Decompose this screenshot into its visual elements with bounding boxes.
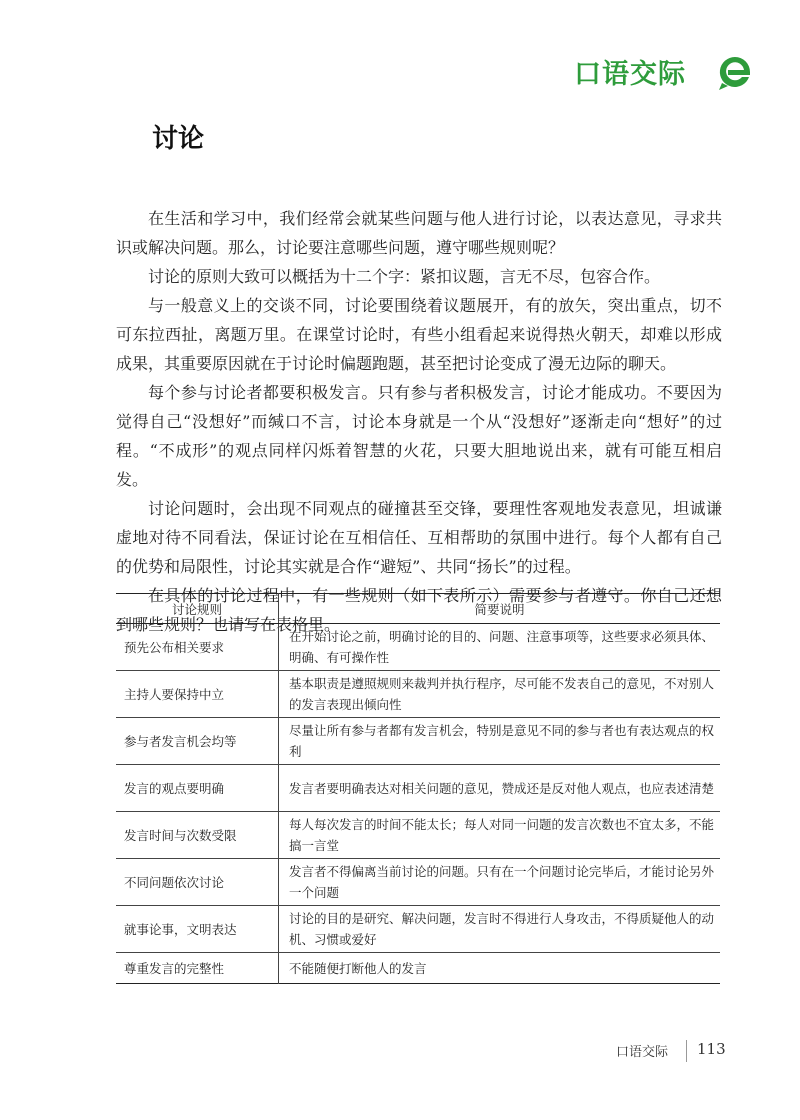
table-row (116, 859, 720, 906)
speech-bubble-e-icon (716, 53, 754, 91)
body-text (116, 204, 722, 639)
paragraph: 讨论问题时，会出现不同观点的碰撞甚至交锋，要理性客观地发表意见，坦诚谦虚地对待不同看法，保证讨论在互相信任、互相帮助的氛围中进行。每个人都有自己的优势和局限性，讨论其实就是合作“避短”、共同“扬长”的过程。 (116, 499, 722, 576)
page-number: 113 (697, 1040, 726, 1058)
description-cell: 基本职责是遵照规则来裁判并执行程序，尽可能不发表自己的意见，不对别人的发言表现出倾向性 (279, 671, 721, 718)
paragraph: 讨论的原则大致可以概括为十二个字：紧扣议题，言无不尽，包容合作。 (148, 267, 661, 286)
footer-divider (686, 1040, 687, 1062)
rule-cell: 就事论事，文明表达 (116, 906, 279, 953)
description-cell: 发言者不得偏离当前讨论的问题。只有在一个问题讨论完毕后，才能讨论另外一个问题 (279, 859, 721, 906)
paragraph: 每个参与讨论者都要积极发言。只有参与者积极发言，讨论才能成功。不要因为觉得自己“没想好”而缄口不言，讨论本身就是一个从“没想好”逐渐走向“想好”的过程。“不成形”的观点同样闪烁着智慧的火花，只要大胆地说出来，就有可能互相启发。 (116, 383, 722, 489)
description-cell: 讨论的目的是研究、解决问题，发言时不得进行人身攻击，不得质疑他人的动机、习惯或爱好 (279, 906, 721, 953)
page-title: 讨论 (152, 124, 205, 154)
table-header-rule: 讨论规则 (116, 594, 279, 624)
paragraph: 在生活和学习中，我们经常会就某些问题与他人进行讨论，以表达意见，寻求共识或解决问题。那么，讨论要注意哪些问题，遵守哪些规则呢？ (116, 209, 722, 257)
table-header-description: 简要说明 (279, 594, 721, 624)
paragraph: 在具体的讨论过程中，有一些规则（如下表所示）需要参与者遵守。你自己还想到哪些规则？也请写在表格里。 (116, 586, 722, 634)
rule-cell: 发言的观点要明确 (116, 765, 279, 812)
rule-cell: 主持人要保持中立 (116, 671, 279, 718)
description-cell: 发言者要明确表达对相关问题的意见，赞成还是反对他人观点，也应表述清楚 (279, 765, 721, 812)
rule-cell: 参与者发言机会均等 (116, 718, 279, 765)
paragraph: 与一般意义上的交谈不同，讨论要围绕着议题展开，有的放矢，突出重点，切不可东拉西扯，离题万里。在课堂讨论时，有些小组看起来说得热火朝天，却难以形成成果，其重要原因就在于讨论时偏题跑题，甚至把讨论变成了漫无边际的聊天。 (116, 296, 722, 373)
description-cell: 不能随便打断他人的发言 (289, 960, 427, 976)
rule-cell: 预先公布相关要求 (116, 624, 279, 671)
table-row (116, 671, 720, 718)
rule-cell: 尊重发言的完整性 (116, 953, 279, 984)
description-cell: 尽量让所有参与者都有发言机会，特别是意见不同的参与者也有表达观点的权利 (279, 718, 721, 765)
description-cell: 在开始讨论之前，明确讨论的目的、问题、注意事项等，这些要求必须具体、明确、有可操作性 (279, 624, 721, 671)
table-row (116, 765, 720, 812)
table-row (116, 718, 720, 765)
table-header-row (116, 594, 720, 624)
footer-section-label: 口语交际 (616, 1045, 669, 1060)
table-row (116, 906, 720, 953)
table-row (116, 812, 720, 859)
section-title: 口语交际 (574, 59, 686, 90)
rules-table (116, 593, 720, 984)
rule-cell: 不同问题依次讨论 (116, 859, 279, 906)
table-row (116, 953, 720, 984)
rule-cell: 发言时间与次数受限 (116, 812, 279, 859)
description-cell: 每人每次发言的时间不能太长；每人对同一问题的发言次数也不宜太多，不能搞一言堂 (279, 812, 721, 859)
table-row (116, 624, 720, 671)
